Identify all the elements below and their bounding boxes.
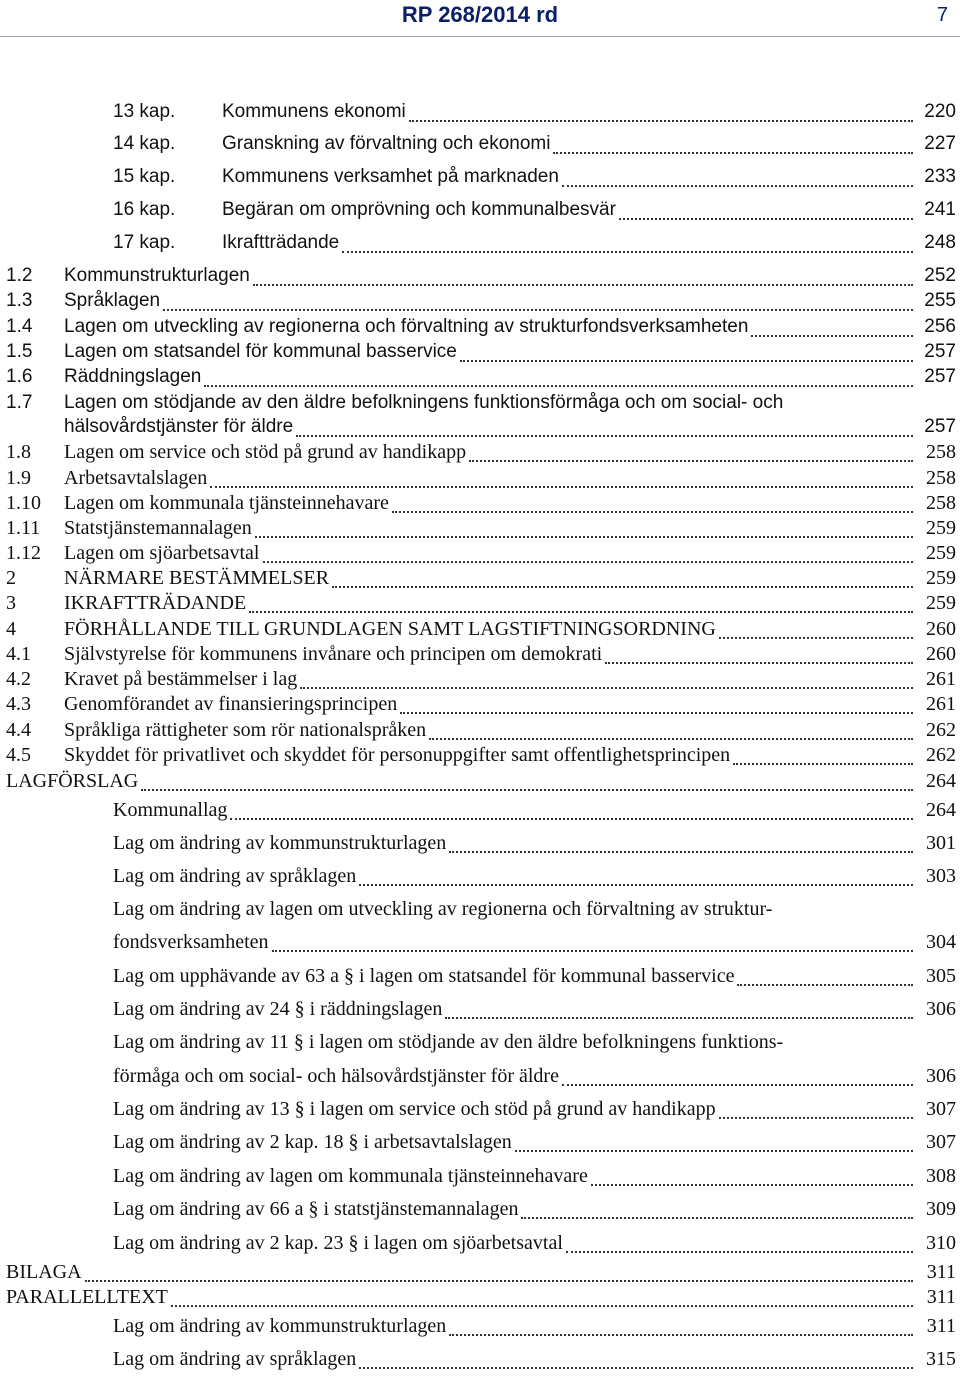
toc-entry-number: 1.5	[6, 341, 33, 362]
toc-entry-page: 259	[926, 567, 956, 589]
toc-entry-title: FÖRHÅLLANDE TILL GRUNDLAGEN SAMT LAGSTIFTNINGSORDNING	[64, 618, 716, 640]
toc-entry	[0, 896, 960, 922]
toc-entry	[0, 465, 960, 491]
toc-entry-number: 16 kap.	[113, 199, 176, 220]
page-number: 7	[936, 4, 948, 26]
toc-entry	[0, 830, 960, 856]
toc-entry-number: 1.8	[6, 441, 31, 463]
toc-entry-title: Lagen om kommunala tjänsteinnehavare	[64, 492, 389, 514]
toc-entry	[0, 1096, 960, 1122]
dot-leader	[332, 580, 913, 588]
toc-entry-page: 264	[926, 799, 956, 821]
dot-leader	[591, 1178, 913, 1186]
toc-entry-title: Skyddet för privatlivet och skyddet för personuppgifter samt offentlighetsprincipen	[64, 744, 731, 766]
toc-entry-page: 261	[926, 668, 956, 690]
dot-leader	[255, 530, 913, 538]
toc-entry	[0, 1063, 960, 1089]
toc-entry-page: 252	[924, 265, 956, 286]
toc-entry-page: 259	[926, 517, 956, 539]
toc-entry	[0, 666, 960, 692]
dot-leader	[230, 812, 913, 820]
toc-entry	[0, 963, 960, 989]
toc-entry-page: 258	[926, 492, 956, 514]
toc-entry	[0, 996, 960, 1022]
toc-entry-number: 4.2	[6, 668, 31, 690]
toc-entry	[0, 1259, 960, 1285]
toc-entry-title: Lag om upphävande av 63 a § i lagen om statsandel för kommunal basservice	[113, 965, 735, 987]
toc-entry-title: Kommunens ekonomi	[222, 101, 406, 122]
toc-entry-title: Genomförandet av finansieringsprincipen	[64, 693, 398, 715]
toc-entry	[0, 1313, 960, 1339]
toc-entry-title: LAGFÖRSLAG	[6, 770, 139, 792]
toc-entry	[0, 1129, 960, 1155]
toc-entry-number: 4	[6, 618, 16, 640]
toc-entry-title: Lag om ändring av 24 § i räddningslagen	[113, 998, 443, 1020]
toc-entry-title: Lagen om service och stöd på grund av handikapp	[64, 441, 467, 463]
toc-entry	[0, 1196, 960, 1222]
toc-entry-title: Lagen om stödjande av den äldre befolkningens funktionsförmåga och om social- och	[64, 392, 784, 413]
toc-entry-number: 1.11	[6, 517, 41, 539]
toc-entry-number: 4.3	[6, 693, 31, 715]
toc-entry	[0, 1284, 960, 1310]
toc-entry-title: Lagen om sjöarbetsavtal	[64, 542, 260, 564]
toc-entry-title: Lag om ändring av kommunstrukturlagen	[113, 1315, 447, 1337]
toc-entry-page: 308	[926, 1165, 956, 1187]
toc-entry	[0, 390, 960, 416]
toc-entry-page: 315	[926, 1348, 956, 1370]
dot-leader	[515, 1144, 913, 1152]
toc-entry-title: Granskning av förvaltning och ekonomi	[222, 133, 551, 154]
toc-entry-title: Ikraftträdande	[222, 232, 340, 253]
toc-entry-title: Lagen om utveckling av regionerna och förvaltning av strukturfondsverksamheten	[64, 316, 749, 337]
toc-entry	[0, 1029, 960, 1055]
dot-leader	[141, 783, 913, 791]
toc-entry	[0, 929, 960, 955]
toc-entry-page: 309	[926, 1198, 956, 1220]
dot-leader	[562, 179, 913, 187]
dot-leader	[249, 605, 913, 613]
toc-entry-page: 306	[926, 1065, 956, 1087]
dot-leader	[400, 706, 913, 714]
dot-leader	[521, 1211, 913, 1219]
toc-entry	[0, 717, 960, 743]
toc-entry	[0, 490, 960, 516]
toc-entry-number: 1.9	[6, 467, 31, 489]
toc-entry-number: 1.4	[6, 316, 33, 337]
toc-entry	[0, 768, 960, 794]
toc-entry	[0, 131, 960, 157]
toc-entry-title: Lag om ändring av 13 § i lagen om service och stöd på grund av handikapp	[113, 1098, 716, 1120]
dot-leader	[210, 480, 913, 488]
toc-entry-number: 4.4	[6, 719, 31, 741]
dot-leader	[751, 329, 913, 337]
toc-entry-page: 264	[926, 770, 956, 792]
dot-leader	[171, 1299, 913, 1307]
toc-entry-page: 261	[926, 693, 956, 715]
toc-entry	[0, 197, 960, 223]
dot-leader	[562, 1078, 913, 1086]
dot-leader	[300, 681, 913, 689]
toc-entry	[0, 565, 960, 591]
dot-leader	[719, 631, 913, 639]
toc-entry-title: PARALLELLTEXT	[6, 1286, 168, 1308]
dot-leader	[719, 1111, 913, 1119]
toc-entry	[0, 863, 960, 889]
dot-leader	[566, 1245, 913, 1253]
dot-leader	[553, 146, 913, 154]
toc-entry	[0, 641, 960, 667]
toc-entry-number: 4.5	[6, 744, 31, 766]
toc-entry-page: 227	[924, 133, 956, 154]
toc-entry	[0, 439, 960, 465]
toc-entry	[0, 1163, 960, 1189]
toc-entry-title: Kravet på bestämmelser i lag	[64, 668, 298, 690]
toc-entry	[0, 616, 960, 642]
toc-entry-page: 259	[926, 592, 956, 614]
toc-entry-title: Lag om ändring av lagen om kommunala tjänsteinnehavare	[113, 1165, 588, 1187]
toc-entry	[0, 540, 960, 566]
dot-leader	[429, 732, 913, 740]
toc-entry	[0, 590, 960, 616]
toc-entry-title: Kommunens verksamhet på marknaden	[222, 166, 559, 187]
toc-entry-page: 311	[926, 1286, 956, 1308]
dot-leader	[449, 845, 913, 853]
toc-entry-title: Lag om ändring av 11 § i lagen om stödjande av den äldre befolkningens funktions-	[113, 1031, 784, 1053]
toc-entry-page: 220	[924, 101, 956, 122]
toc-entry-title: Lag om ändring av 66 a § i statstjänstemannalagen	[113, 1198, 519, 1220]
dot-leader	[272, 944, 913, 952]
toc-entry-number: 15 kap.	[113, 166, 176, 187]
document-title: RP 268/2014 rd	[401, 2, 559, 27]
toc-entry-title: Kommunstrukturlagen	[64, 265, 250, 286]
toc-entry	[0, 414, 960, 440]
toc-entry-number: 1.2	[6, 265, 33, 286]
toc-entry-number: 17 kap.	[113, 232, 176, 253]
toc-entry-page: 304	[926, 931, 956, 953]
dot-leader	[359, 1361, 913, 1369]
toc-entry-title: förmåga och om social- och hälsovårdstjänster för äldre	[113, 1065, 559, 1087]
toc-entry-number: 4.1	[6, 643, 31, 665]
toc-entry-page: 260	[926, 643, 956, 665]
toc-entry-page: 301	[926, 832, 956, 854]
toc-entry-title: Lagen om statsandel för kommunal basservice	[64, 341, 457, 362]
toc-entry-page: 257	[924, 366, 956, 387]
toc-entry-page: 262	[926, 719, 956, 741]
toc-entry-title: Lag om ändring av 2 kap. 18 § i arbetsavtalslagen	[113, 1131, 512, 1153]
dot-leader	[605, 656, 913, 664]
toc-entry	[0, 314, 960, 340]
dot-leader	[737, 978, 913, 986]
toc-entry-page: 310	[926, 1232, 956, 1254]
dot-leader	[449, 1328, 913, 1336]
toc-entry-number: 1.3	[6, 290, 33, 311]
dot-leader	[342, 245, 913, 253]
toc-entry-title: Språklagen	[64, 290, 161, 311]
toc-entry-title: Lag om ändring av lagen om utveckling av regionerna och förvaltning av struktur-	[113, 898, 773, 920]
toc-entry-title: Kommunallag	[113, 799, 228, 821]
toc-entry-number: 14 kap.	[113, 133, 176, 154]
toc-entry	[0, 742, 960, 768]
toc-entry	[0, 1346, 960, 1372]
toc-entry-page: 258	[926, 467, 956, 489]
toc-entry-title: hälsovårdstjänster för äldre	[64, 416, 294, 437]
dot-leader	[733, 757, 913, 765]
toc-entry-number: 1.6	[6, 366, 33, 387]
toc-entry	[0, 99, 960, 125]
dot-leader	[163, 303, 913, 311]
toc-entry-title: Begäran om omprövning och kommunalbesvär	[222, 199, 616, 220]
toc-entry-title: Språkliga rättigheter som rör nationalspråken	[64, 719, 427, 741]
dot-leader	[85, 1274, 913, 1282]
toc-entry-page: 260	[926, 618, 956, 640]
dot-leader	[409, 114, 913, 122]
toc-entry-number: 1.7	[6, 392, 33, 413]
toc-entry	[0, 691, 960, 717]
dot-leader	[296, 429, 913, 437]
toc-entry-title: Lag om ändring av språklagen	[113, 865, 357, 887]
toc-entry-page: 303	[926, 865, 956, 887]
toc-entry-title: BILAGA	[6, 1261, 82, 1283]
toc-entry-page: 255	[924, 290, 956, 311]
toc-entry	[0, 263, 960, 289]
toc-entry-title: fondsverksamheten	[113, 931, 269, 953]
toc-entry	[0, 1230, 960, 1256]
toc-entry-title: Statstjänstemannalagen	[64, 517, 252, 539]
dot-leader	[445, 1011, 913, 1019]
toc-entry-page: 306	[926, 998, 956, 1020]
toc-entry-page: 257	[924, 341, 956, 362]
toc-entry	[0, 364, 960, 390]
toc-entry-title: Arbetsavtalslagen	[64, 467, 208, 489]
dot-leader	[392, 505, 913, 513]
toc-entry-page: 262	[926, 744, 956, 766]
toc-entry-title: Räddningslagen	[64, 366, 202, 387]
dot-leader	[469, 454, 913, 462]
toc-entry	[0, 515, 960, 541]
toc-entry-page: 258	[926, 441, 956, 463]
toc-entry	[0, 797, 960, 823]
toc-entry-number: 1.10	[6, 492, 41, 514]
toc-entry-number: 3	[6, 592, 16, 614]
toc-entry-page: 241	[924, 199, 956, 220]
dot-leader	[204, 379, 913, 387]
dot-leader	[619, 212, 913, 220]
toc-entry-page: 307	[926, 1098, 956, 1120]
dot-leader	[263, 555, 914, 563]
toc-entry-title: NÄRMARE BESTÄMMELSER	[64, 567, 330, 589]
toc-entry	[0, 339, 960, 365]
toc-entry-page: 305	[926, 965, 956, 987]
toc-entry-page: 307	[926, 1131, 956, 1153]
toc-entry-page: 311	[926, 1261, 956, 1283]
toc-entry-title: Lag om ändring av språklagen	[113, 1348, 357, 1370]
toc-entry	[0, 230, 960, 256]
toc-entry	[0, 164, 960, 190]
toc-entry-page: 256	[924, 316, 956, 337]
dot-leader	[253, 278, 913, 286]
toc-entry-page: 233	[924, 166, 956, 187]
toc-entry-title: IKRAFTTRÄDANDE	[64, 592, 247, 614]
toc-entry	[0, 288, 960, 314]
toc-entry-number: 1.12	[6, 542, 41, 564]
toc-entry-page: 248	[924, 232, 956, 253]
toc-entry-title: Lag om ändring av 2 kap. 23 § i lagen om sjöarbetsavtal	[113, 1232, 563, 1254]
dot-leader	[359, 878, 913, 886]
toc-entry-page: 259	[926, 542, 956, 564]
toc-entry-title: Lag om ändring av kommunstrukturlagen	[113, 832, 447, 854]
dot-leader	[460, 354, 913, 362]
toc-entry-number: 13 kap.	[113, 101, 176, 122]
toc-entry-page: 311	[926, 1315, 956, 1337]
toc-entry-number: 2	[6, 567, 16, 589]
toc-entry-title: Självstyrelse för kommunens invånare och principen om demokrati	[64, 643, 603, 665]
toc-entry-page: 257	[924, 416, 956, 437]
